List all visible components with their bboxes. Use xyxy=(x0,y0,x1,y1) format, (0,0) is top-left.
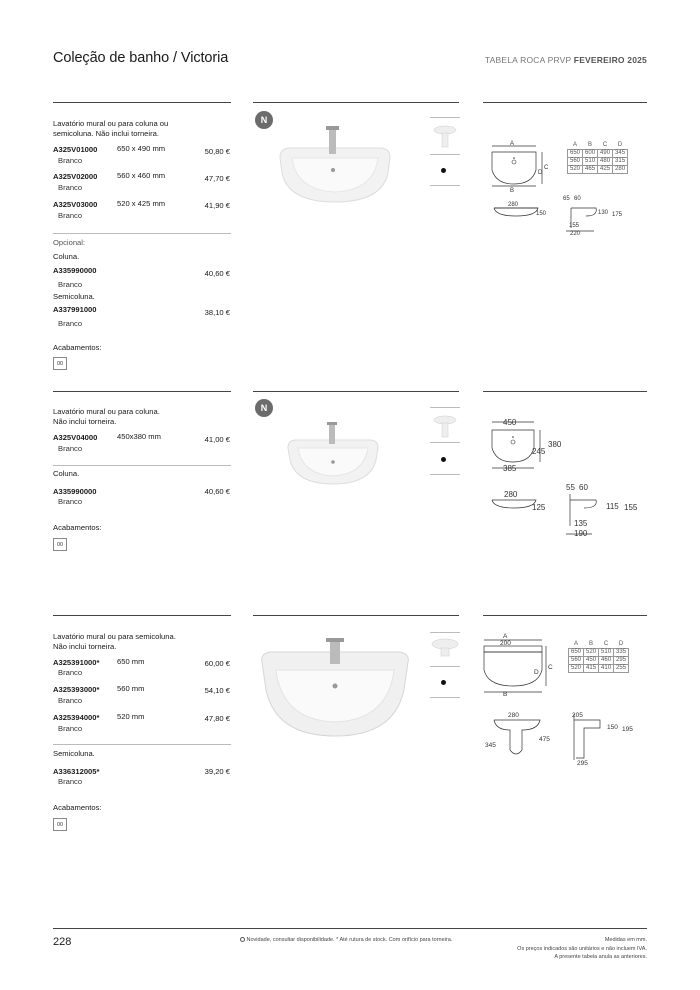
new-product-badge: N xyxy=(255,399,273,417)
technical-drawing xyxy=(486,414,642,540)
footer-note: A presente tabela anula as anteriores. xyxy=(554,954,647,960)
dim-cell: 315 xyxy=(613,157,628,165)
dim-label: 195 xyxy=(622,726,633,733)
dim-label-c: C xyxy=(548,664,553,671)
accessory-color: Branco xyxy=(58,777,83,786)
dim-cell: 520 xyxy=(584,648,599,656)
dim-label: 130 xyxy=(598,210,609,216)
dim-cell: 650 xyxy=(569,648,584,656)
icon-column-mid xyxy=(430,154,460,155)
dim-label: 280 xyxy=(508,202,519,208)
optional-label: Opcional: xyxy=(53,238,86,247)
dim-label: 55 xyxy=(566,483,575,492)
washbasin-image xyxy=(256,632,414,744)
icon-column-top xyxy=(430,407,460,408)
dim-col-header: C xyxy=(603,640,609,647)
accessory-code: A336312005* xyxy=(53,767,100,776)
dim-cell: 480 xyxy=(598,157,613,165)
dim-label: 385 xyxy=(503,464,517,473)
dim-cell: 510 xyxy=(599,648,614,656)
product-code: A325V01000 xyxy=(53,145,98,154)
section-divider xyxy=(53,391,231,392)
accessory-price: 40,60 € xyxy=(204,269,230,278)
product-size: 560 mm xyxy=(117,684,145,693)
product-size: 520 x 425 mm xyxy=(117,199,166,208)
dim-cell: 465 xyxy=(583,165,598,173)
dim-label-d: D xyxy=(534,669,539,676)
dim-label-b: B xyxy=(503,691,508,698)
product-code: A325V02000 xyxy=(53,172,98,181)
washbasin-image xyxy=(270,118,400,210)
dim-label: 200 xyxy=(500,640,511,647)
section-divider xyxy=(253,102,459,103)
page-number: 228 xyxy=(53,936,72,948)
accessory-color: Branco xyxy=(58,280,83,289)
icon-column-mid xyxy=(430,666,460,667)
section-divider xyxy=(483,391,647,392)
dim-cell: 460 xyxy=(599,656,614,664)
product-price: 60,00 € xyxy=(204,659,230,668)
dim-label: 280 xyxy=(504,490,518,499)
footer-notes xyxy=(517,936,647,962)
product-color: Branco xyxy=(58,156,83,165)
tap-hole-icon xyxy=(441,168,446,173)
price-table-label xyxy=(485,55,647,65)
dim-label: 125 xyxy=(532,503,546,512)
tap-hole-icon xyxy=(441,457,446,462)
dim-label: 220 xyxy=(570,231,581,237)
icon-column-mid xyxy=(430,442,460,443)
subsection-divider xyxy=(53,233,231,234)
dim-label: 450 xyxy=(503,418,517,427)
dim-cell: 650 xyxy=(568,149,583,157)
pedestal-thumbnail-icon xyxy=(433,412,457,440)
icon-column-bottom xyxy=(430,185,460,186)
description-line: Lavatório mural ou para coluna. xyxy=(53,407,160,416)
dim-cell: 425 xyxy=(598,165,613,173)
finishes-label: Acabamentos: xyxy=(53,803,102,812)
product-size: 650 mm xyxy=(117,657,145,666)
dim-col-header: D xyxy=(618,640,624,647)
dim-cell: 255 xyxy=(614,664,629,672)
dim-label: 345 xyxy=(485,742,496,749)
dim-label: 135 xyxy=(574,519,588,528)
product-size: 450x380 mm xyxy=(117,432,161,441)
dim-col-header: D xyxy=(617,141,623,148)
tap-hole-icon xyxy=(441,680,446,685)
product-description xyxy=(53,632,176,652)
icon-column-bottom xyxy=(430,474,460,475)
dim-label: 190 xyxy=(574,529,588,538)
dim-cell: 280 xyxy=(613,165,628,173)
dim-cell: 410 xyxy=(599,664,614,672)
product-color: Branco xyxy=(58,444,83,453)
section-divider xyxy=(483,615,647,616)
page-title: Coleção de banho / Victoria xyxy=(53,50,229,66)
dim-cell: 520 xyxy=(568,165,583,173)
description-line: Não inclui torneira. xyxy=(53,417,117,426)
product-color: Branco xyxy=(58,668,83,677)
finish-swatch: 00 xyxy=(53,538,67,551)
product-code: A325V04000 xyxy=(53,433,98,442)
dim-label: 155 xyxy=(624,503,638,512)
description-line: Lavatório mural ou para semicoluna. xyxy=(53,632,176,641)
footer-note: Os preços indicados são unitários e não incluem IVA. xyxy=(517,945,647,952)
dim-cell: 490 xyxy=(598,149,613,157)
dim-label: 60 xyxy=(574,196,581,202)
dim-cell: 520 xyxy=(569,664,584,672)
dim-label: 150 xyxy=(536,211,547,217)
product-price: 47,80 € xyxy=(204,714,230,723)
accessory-price: 38,10 € xyxy=(204,308,230,317)
accessory-price: 39,20 € xyxy=(204,767,230,776)
dimensions-table xyxy=(567,141,628,174)
dim-col-header: A xyxy=(573,141,578,148)
section-divider xyxy=(253,615,459,616)
dim-label: 475 xyxy=(539,736,550,743)
product-color: Branco xyxy=(58,696,83,705)
finishes-label: Acabamentos: xyxy=(53,523,102,532)
subsection-divider xyxy=(53,465,231,466)
product-code: A325393000* xyxy=(53,685,100,694)
accessory-code: A335990000 xyxy=(53,266,97,275)
dim-cell: 510 xyxy=(583,157,598,165)
accessory-group: Coluna. xyxy=(53,252,80,261)
pedestal-thumbnail-icon xyxy=(433,122,457,150)
new-product-icon xyxy=(240,937,245,942)
product-size: 560 x 460 mm xyxy=(117,171,166,180)
subsection-divider xyxy=(53,744,231,745)
product-price: 50,80 € xyxy=(204,147,230,156)
product-code: A325394000* xyxy=(53,713,100,722)
dim-col-header: B xyxy=(589,640,594,647)
accessory-group: Semicoluna. xyxy=(53,292,95,301)
dim-label: 155 xyxy=(569,223,580,229)
footer-note: Medidas em mm. xyxy=(604,937,647,943)
product-color: Branco xyxy=(58,211,83,220)
product-size: 650 x 490 mm xyxy=(117,144,166,153)
product-description xyxy=(53,407,160,427)
product-color: Branco xyxy=(58,183,83,192)
footer-divider xyxy=(53,928,647,929)
product-code: A325V03000 xyxy=(53,200,98,209)
icon-column-top xyxy=(430,117,460,118)
product-code: A325391000* xyxy=(53,658,100,667)
product-size: 520 mm xyxy=(117,712,145,721)
product-color: Branco xyxy=(58,724,83,733)
footer-legend-text: Novidade, consultar disponibilidade. * Até rutura de stock. Com orifício para torneira. xyxy=(246,937,453,943)
dim-label: 65 xyxy=(563,196,570,202)
section-divider xyxy=(53,102,231,103)
dim-label: 205 xyxy=(572,712,583,719)
description-line: Não inclui torneira. xyxy=(53,642,117,651)
dim-col-header: B xyxy=(588,141,593,148)
dim-cell: 560 xyxy=(569,656,584,664)
accessory-group: Coluna. xyxy=(53,469,80,478)
section-divider xyxy=(483,102,647,103)
accessory-color: Branco xyxy=(58,497,83,506)
dimensions-table xyxy=(568,640,629,673)
dim-label: 245 xyxy=(532,447,546,456)
accessory-color: Branco xyxy=(58,319,83,328)
dim-label: 175 xyxy=(612,212,623,218)
product-price: 47,70 € xyxy=(204,174,230,183)
finish-swatch: 00 xyxy=(53,357,67,370)
dim-label-b: B xyxy=(510,188,515,194)
dim-cell: 450 xyxy=(584,656,599,664)
finish-swatch: 00 xyxy=(53,818,67,831)
icon-column-top xyxy=(430,632,460,633)
product-description xyxy=(53,119,168,139)
dim-label-a: A xyxy=(510,141,515,147)
washbasin-image xyxy=(282,410,384,490)
dim-label: 150 xyxy=(607,724,618,731)
product-price: 54,10 € xyxy=(204,686,230,695)
dim-label: 60 xyxy=(579,483,588,492)
product-price: 41,00 € xyxy=(204,435,230,444)
dim-label-a: A xyxy=(503,633,508,640)
description-line: Lavatório mural ou para coluna ou xyxy=(53,119,169,128)
dim-label-d: D xyxy=(538,170,543,176)
new-product-badge: N xyxy=(255,111,273,129)
dim-label-c: C xyxy=(544,165,549,171)
icon-column-bottom xyxy=(430,697,460,698)
product-price: 41,90 € xyxy=(204,201,230,210)
dim-cell: 600 xyxy=(583,149,598,157)
dim-label: 280 xyxy=(508,712,519,719)
accessory-price: 40,60 € xyxy=(204,487,230,496)
dim-label: 115 xyxy=(606,502,619,511)
section-divider xyxy=(253,391,459,392)
section-divider xyxy=(53,615,231,616)
price-table-date: FEVEREIRO 2025 xyxy=(573,55,647,65)
semipedestal-thumbnail-icon xyxy=(431,636,459,662)
footer-legend xyxy=(240,937,452,943)
dim-cell: 560 xyxy=(568,157,583,165)
dim-cell: 415 xyxy=(584,664,599,672)
dim-cell: 345 xyxy=(613,149,628,157)
dim-cell: 295 xyxy=(614,656,629,664)
accessory-group: Semicoluna. xyxy=(53,749,95,758)
dim-label: 295 xyxy=(577,760,588,767)
dim-col-header: A xyxy=(574,640,579,647)
dim-cell: 335 xyxy=(614,648,629,656)
price-table-prefix: TABELA ROCA PRVP xyxy=(484,55,572,65)
dim-label: 380 xyxy=(548,440,562,449)
accessory-code: A337991000 xyxy=(53,305,97,314)
description-line: semicoluna. Não inclui torneira. xyxy=(53,129,159,138)
dim-col-header: C xyxy=(602,141,608,148)
finishes-label: Acabamentos: xyxy=(53,343,102,352)
accessory-code: A335990000 xyxy=(53,487,97,496)
